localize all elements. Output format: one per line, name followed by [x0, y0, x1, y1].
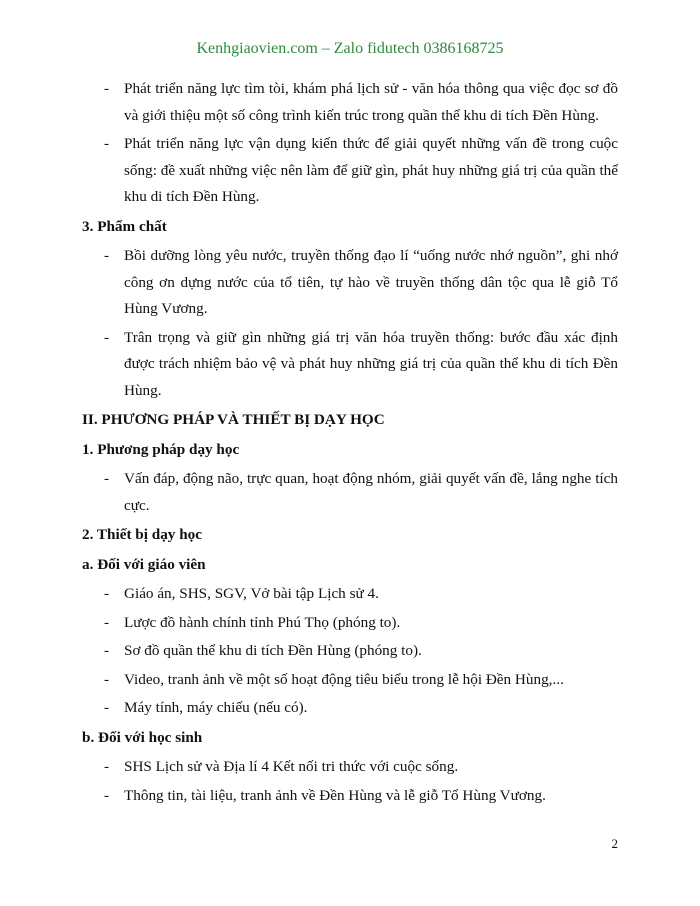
bullet-dash: -: [104, 670, 110, 688]
list-item: [82, 466, 618, 519]
list-item: [82, 76, 618, 129]
page-header: [0, 40, 700, 58]
list-item-text: Máy tính, máy chiếu (nếu có).: [124, 699, 308, 716]
list-item: [82, 131, 618, 211]
bullet-dash: -: [104, 585, 110, 602]
list-item: [82, 325, 618, 405]
list-item: [82, 638, 618, 665]
list-item-text: Thông tin, tài liệu, tranh ảnh về Đền Hùng và lễ giỗ Tổ Hùng Vương.: [124, 786, 546, 804]
bullet-dash: -: [104, 758, 110, 775]
list-item: [82, 754, 618, 781]
list-item-text: Phát triển năng lực vận dụng kiến thức để giải quyết những vấn đề trong cuộc sống: đề xuất những việc nên làm để giữ gìn, phát huy những giá trị của quần thể khu di tích Đền Hùng.: [124, 135, 618, 205]
list-item: [82, 695, 618, 722]
list-item: [82, 243, 618, 323]
list-item-text: Sơ đồ quần thể khu di tích Đền Hùng (phóng to).: [124, 642, 422, 659]
list-item-text: SHS Lịch sử và Địa lí 4 Kết nối tri thức với cuộc sống.: [124, 758, 459, 775]
section-heading: II. PHƯƠNG PHÁP VÀ THIẾT BỊ DẠY HỌC: [82, 411, 385, 428]
subsection-heading: a. Đối với giáo viên: [82, 555, 206, 573]
list-item-text: Giáo án, SHS, SGV, Vở bài tập Lịch sử 4.: [124, 585, 379, 602]
subsection-heading: 2. Thiết bị dạy học: [82, 526, 202, 543]
bullet-dash: -: [104, 247, 110, 264]
list-item: [82, 581, 618, 608]
bullet-dash: -: [104, 786, 110, 804]
document-body: [82, 76, 618, 811]
bullet-dash: -: [104, 699, 110, 716]
subsection-heading: 1. Phương pháp dạy học: [82, 440, 240, 458]
list-item: [82, 783, 618, 810]
bullet-dash: -: [104, 135, 110, 152]
list-item-text: Lược đồ hành chính tỉnh Phú Thọ (phóng to).: [124, 613, 401, 631]
bullet-dash: -: [104, 613, 110, 631]
list-item-text: Trân trọng và giữ gìn những giá trị văn hóa truyền thống: bước đầu xác định được trách nhiệm bảo vệ và phát huy những giá trị của quần thể khu di tích Đền Hùng.: [124, 328, 618, 399]
list-item-text: Video, tranh ảnh về một số hoạt động tiêu biểu trong lễ hội Đền Hùng,...: [124, 670, 564, 688]
list-item-text: Vấn đáp, động não, trực quan, hoạt động nhóm, giải quyết vấn đề, lắng nghe tích cực.: [124, 470, 618, 514]
subsection-heading: b. Đối với học sinh: [82, 728, 203, 746]
bullet-dash: -: [104, 642, 110, 659]
list-item: [82, 610, 618, 637]
bullet-dash: -: [104, 80, 110, 97]
bullet-dash: -: [104, 328, 110, 346]
list-item: [82, 667, 618, 694]
section-heading: 3. Phẩm chất: [82, 217, 167, 235]
list-item-text: Phát triển năng lực tìm tòi, khám phá lịch sử - văn hóa thông qua việc đọc sơ đồ và giới thiệu một số công trình kiến trúc trong quần thể khu di tích Đền Hùng.: [124, 80, 618, 124]
page-number: 2: [611, 836, 618, 851]
header-link[interactable]: Kenhgiaovien.com – Zalo fidutech 0386168725: [196, 40, 504, 57]
bullet-dash: -: [104, 470, 110, 487]
list-item-text: Bồi dưỡng lòng yêu nước, truyền thống đạo lí “uống nước nhớ nguồn”, ghi nhớ công ơn dựng nước của tổ tiên, tự hào về truyền thống dân tộc qua lễ giỗ Tổ Hùng Vương.: [124, 247, 618, 317]
